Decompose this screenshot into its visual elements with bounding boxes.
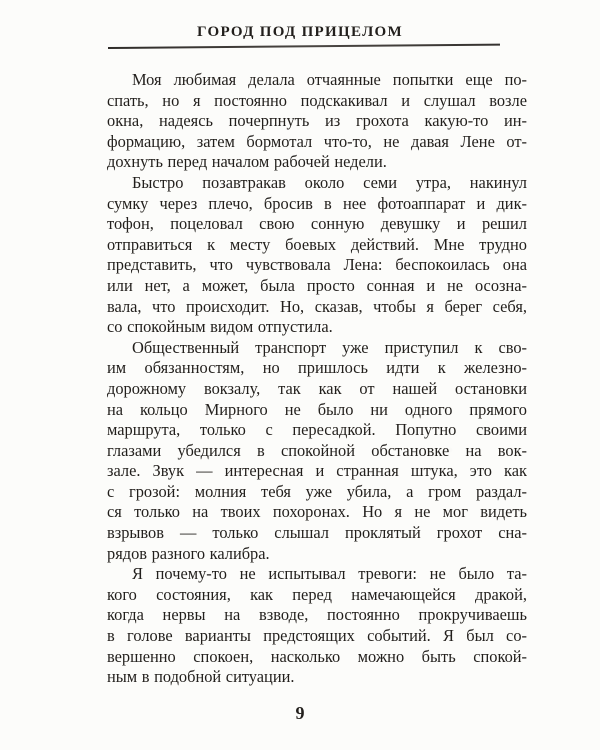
header-rule — [108, 44, 500, 49]
text-line: глазами убедился в спокойной обстановке на вок- — [107, 440, 527, 460]
text-line: тофон, поцеловал свою сонную девушку и решил — [107, 214, 527, 234]
text-line: представить, что чувствовала Лена: беспокоилась она — [107, 255, 527, 275]
text-line: им обязанностям, но пришлось идти к железно- — [107, 358, 527, 378]
text-line: на кольцо Мирного не было ни одного прямого — [107, 399, 527, 419]
text-line: дохнуть перед началом рабочей недели. — [107, 152, 387, 172]
text-line: формацию, затем бормотал что-то, не давая Лене от- — [107, 131, 527, 151]
text-line: Я почему-то не испытывал тревоги: не было та- — [132, 564, 527, 584]
text-line: маршрута, только с пересадкой. Попутно своими — [107, 420, 527, 440]
text-line: Общественный транспорт уже приступил к сво- — [132, 337, 527, 357]
text-line: ным в подобной ситуации. — [107, 667, 295, 687]
text-line: спать, но я постоянно подскакивал и слушал возле — [107, 90, 527, 110]
text-line: Быстро позавтракав около семи утра, накинул — [132, 172, 527, 192]
text-line: дорожному вокзалу, так как от нашей остановки — [107, 378, 527, 398]
running-head-title: ГОРОД ПОД ПРИЦЕЛОМ — [197, 24, 403, 40]
text-line: взрывов — только слышал проклятый грохот сна- — [107, 523, 527, 543]
text-line: сумку через плечо, бросив в нее фотоаппарат и дик- — [107, 193, 527, 213]
text-line: кого состояния, как перед намечающейся дракой, — [107, 584, 527, 604]
text-line: рядов разного калибра. — [107, 543, 270, 563]
text-line: вершенно спокоен, насколько можно быть спокой- — [107, 646, 527, 666]
text-line: когда нервы на взводе, постоянно прокручиваешь — [107, 605, 527, 625]
text-line: или нет, а может, была просто сонная и не осозна- — [107, 275, 527, 295]
page-number: 9 — [295, 703, 305, 723]
text-line: зале. Звук — интересная и странная штука, это как — [107, 461, 527, 481]
body-text — [107, 70, 527, 688]
text-line: отправиться к месту боевых действий. Мне трудно — [107, 234, 527, 254]
text-line: с грозой: молния тебя уже убила, а гром раздал- — [107, 481, 527, 501]
text-line: окна, надеясь почерпнуть из грохота какую-то ин- — [107, 111, 527, 131]
text-line: вала, что происходит. Но, сказав, чтобы я берег себя, — [107, 296, 527, 316]
text-line: в голове варианты предстоящих событий. Я был со- — [107, 626, 527, 646]
text-line: Моя любимая делала отчаянные попытки еще по- — [132, 70, 527, 89]
text-line: со спокойным видом отпустила. — [107, 317, 333, 337]
text-line: ся только на твоих похоронах. Но я не мог видеть — [107, 502, 527, 522]
